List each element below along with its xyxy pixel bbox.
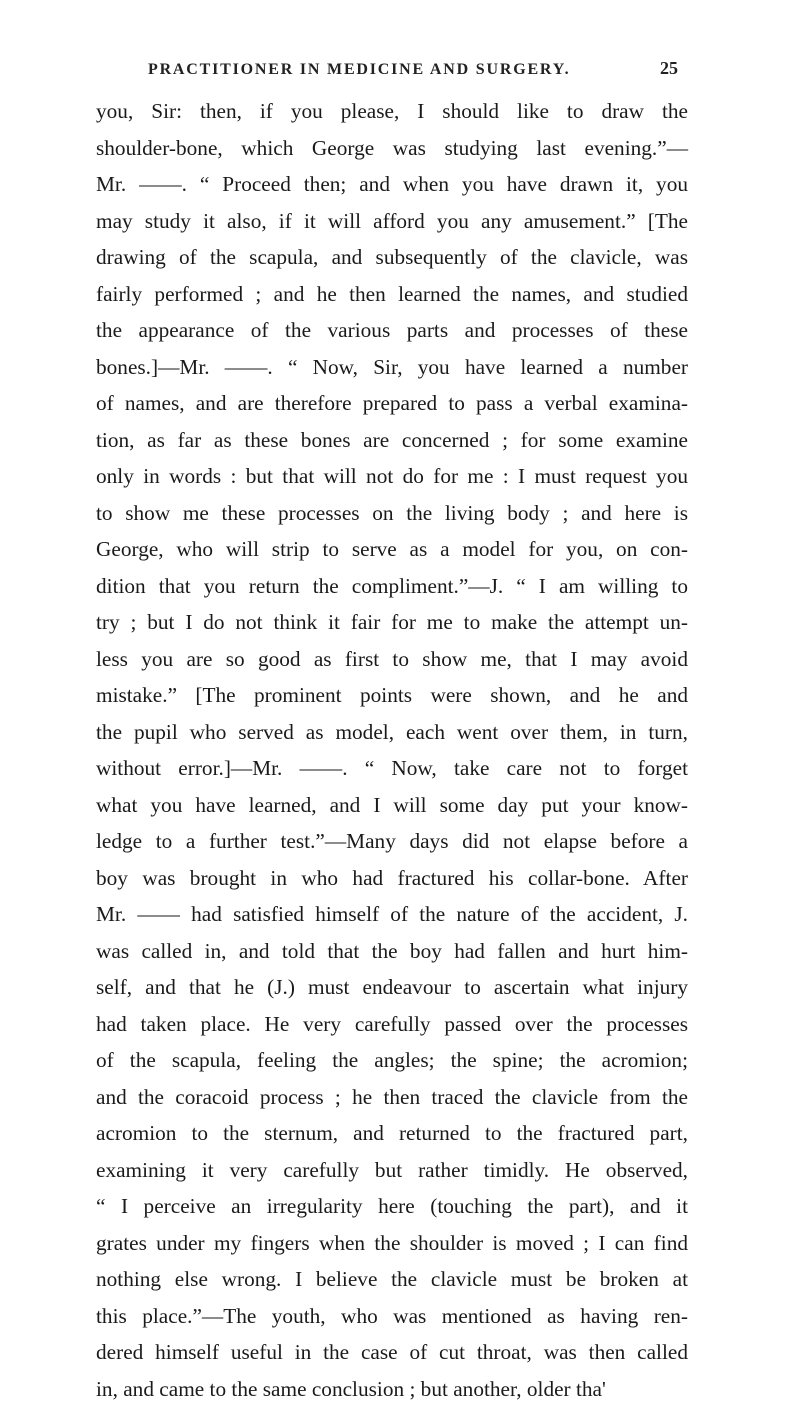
text-line: ledge to a further test.”—Many days did not elapse before a	[96, 823, 688, 860]
text-line: George, who will strip to serve as a model for you, on con-	[96, 531, 688, 568]
text-line: of the scapula, feeling the angles; the spine; the acromion;	[96, 1042, 688, 1079]
text-line: boy was brought in who had fractured his collar-bone. After	[96, 860, 688, 897]
text-line: shoulder-bone, which George was studying last evening.”—	[96, 130, 688, 167]
running-head	[148, 58, 678, 79]
text-line: grates under my fingers when the shoulder is moved ; I can find	[96, 1225, 688, 1262]
text-line: of names, and are therefore prepared to pass a verbal examina-	[96, 385, 688, 422]
text-line: mistake.” [The prominent points were shown, and he and	[96, 677, 688, 714]
text-line: and the coracoid process ; he then traced the clavicle from the	[96, 1079, 688, 1116]
text-line: in, and came to the same conclusion ; but another, older tha'	[96, 1371, 688, 1407]
text-line: self, and that he (J.) must endeavour to ascertain what injury	[96, 969, 688, 1006]
text-line: dition that you return the compliment.”—J. “ I am willing to	[96, 568, 688, 605]
text-line: “ I perceive an irregularity here (touching the part), and it	[96, 1188, 688, 1225]
text-line: bones.]—Mr. ——. “ Now, Sir, you have learned a number	[96, 349, 688, 386]
text-line: was called in, and told that the boy had fallen and hurt him-	[96, 933, 688, 970]
text-line: dered himself useful in the case of cut throat, was then called	[96, 1334, 688, 1371]
text-line: try ; but I do not think it fair for me to make the attempt un-	[96, 604, 688, 641]
text-line: Mr. —— had satisfied himself of the nature of the accident, J.	[96, 896, 688, 933]
text-line: without error.]—Mr. ——. “ Now, take care not to forget	[96, 750, 688, 787]
text-line: to show me these processes on the living body ; and here is	[96, 495, 688, 532]
text-line: you, Sir: then, if you please, I should like to draw the	[96, 93, 688, 130]
running-head-title: PRACTITIONER IN MEDICINE AND SURGERY.	[148, 61, 570, 79]
page-number: 25	[660, 58, 678, 79]
text-line: the appearance of the various parts and processes of these	[96, 312, 688, 349]
text-line: had taken place. He very carefully passed over the processes	[96, 1006, 688, 1043]
text-line: the pupil who served as model, each went over them, in turn,	[96, 714, 688, 751]
text-line: Mr. ——. “ Proceed then; and when you have drawn it, you	[96, 166, 688, 203]
text-line: this place.”—The youth, who was mentioned as having ren-	[96, 1298, 688, 1335]
text-line: may study it also, if it will afford you any amusement.” [The	[96, 203, 688, 240]
text-line: less you are so good as first to show me, that I may avoid	[96, 641, 688, 678]
text-line: only in words : but that will not do for me : I must request you	[96, 458, 688, 495]
body-text	[96, 93, 688, 1407]
text-line: nothing else wrong. I believe the clavicle must be broken at	[96, 1261, 688, 1298]
text-line: tion, as far as these bones are concerned ; for some examine	[96, 422, 688, 459]
text-line: examining it very carefully but rather timidly. He observed,	[96, 1152, 688, 1189]
text-line: what you have learned, and I will some day put your know-	[96, 787, 688, 824]
text-line: drawing of the scapula, and subsequently of the clavicle, was	[96, 239, 688, 276]
text-line: acromion to the sternum, and returned to the fractured part,	[96, 1115, 688, 1152]
text-line: fairly performed ; and he then learned the names, and studied	[96, 276, 688, 313]
